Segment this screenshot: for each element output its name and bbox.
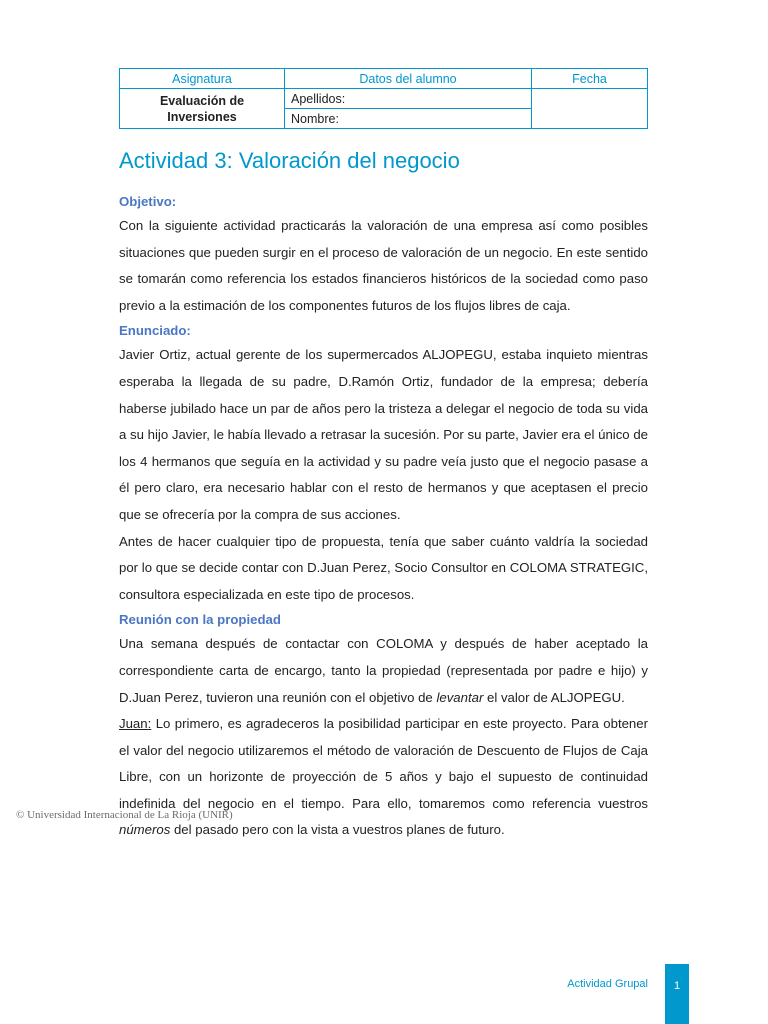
- objetivo-heading: Objetivo:: [119, 194, 177, 209]
- reunion-p2-text-a: Lo primero, es agradeceros la posibilidad participar en este proyecto. Para obtener el valor del negocio utilizaremos el método de valoración de Descuento de Flujos de Caja Libre, con un horizonte de proyección de 5 años y bajo el supuesto de continuidad indefinida del negocio en el tiempo. Para ello, tomaremos como referencia vuestros: [119, 716, 648, 811]
- reunion-paragraph-1: [119, 631, 648, 711]
- page-number-tab: [665, 964, 689, 1024]
- copyright-watermark: © Universidad Internacional de La Rioja (UNIR): [16, 809, 233, 821]
- reunion-p2-emphasis: números: [119, 822, 171, 838]
- reunion-p1-text-b: el valor de ALJOPEGU.: [483, 689, 625, 705]
- header-col-date: Fecha: [532, 69, 648, 89]
- header-col-subject: Asignatura: [120, 69, 285, 89]
- page-number: 1: [673, 980, 681, 992]
- enunciado-heading: Enunciado:: [119, 323, 191, 339]
- date-field: [532, 89, 648, 129]
- footer-label: Actividad Grupal: [567, 978, 648, 990]
- reunion-p1-text-a: Una semana después de contactar con COLOMA y después de haber aceptado la correspondiente carta de encargo, tanto la propiedad (representada por padre e hijo) y D.Juan Perez, tuvieron una reunión con el objetivo de: [119, 636, 648, 705]
- reunion-paragraph-2: [119, 711, 648, 844]
- body-content: [119, 190, 648, 844]
- subject-line-1: Evaluación de: [159, 93, 245, 108]
- reunion-p2-text-b: del pasado pero con la vista a vuestros planes de futuro.: [170, 822, 505, 838]
- enunciado-paragraph-2: Antes de hacer cualquier tipo de propuesta, tenía que saber cuánto valdría la sociedad por lo que se decide contar con D.Juan Perez, Socio Consultor en COLOMA STRATEGIC, consultora especializada en este tipo de procesos.: [119, 533, 648, 602]
- speaker-label: Juan:: [119, 716, 152, 732]
- enunciado-paragraph-1: Javier Ortiz, actual gerente de los supermercados ALJOPEGU, estaba inquieto mientras esperaba la llegada de su padre, D.Ramón Ortiz, fundador de la empresa; debería haberse jubilado hace un par de años pero la tristeza a delegar el negocio de toda su vida a su hijo Javier, le había llevado a retrasar la sucesión. Por su parte, Javier era el único de los 4 hermanos que seguía en la actividad y su padre veía justo que el negocio pasase a él pero claro, era necesario hablar con el resto de hermanos y que aceptasen el precio que se ofrecería por la compra de sus acciones.: [119, 347, 648, 522]
- reunion-heading: Reunión con la propiedad: [119, 612, 281, 628]
- subject-cell: [120, 89, 285, 129]
- surname-field: Apellidos:: [285, 89, 532, 109]
- objetivo-paragraph: Con la siguiente actividad practicarás la valoración de una empresa así como posibles situaciones que pueden surgir en el proceso de valoración de un negocio. En este sentido se tomarán como referencia los estados financieros históricos de la sociedad como paso previo a la estimación de los componentes futuros de los flujos libres de caja.: [119, 218, 648, 313]
- name-field: Nombre:: [285, 109, 532, 129]
- reunion-p1-emphasis: levantar: [436, 689, 484, 705]
- header-table: [119, 68, 648, 129]
- header-col-student: Datos del alumno: [285, 69, 532, 89]
- page-title: Actividad 3: Valoración del negocio: [119, 148, 460, 173]
- subject-line-2: Inversiones: [167, 109, 237, 124]
